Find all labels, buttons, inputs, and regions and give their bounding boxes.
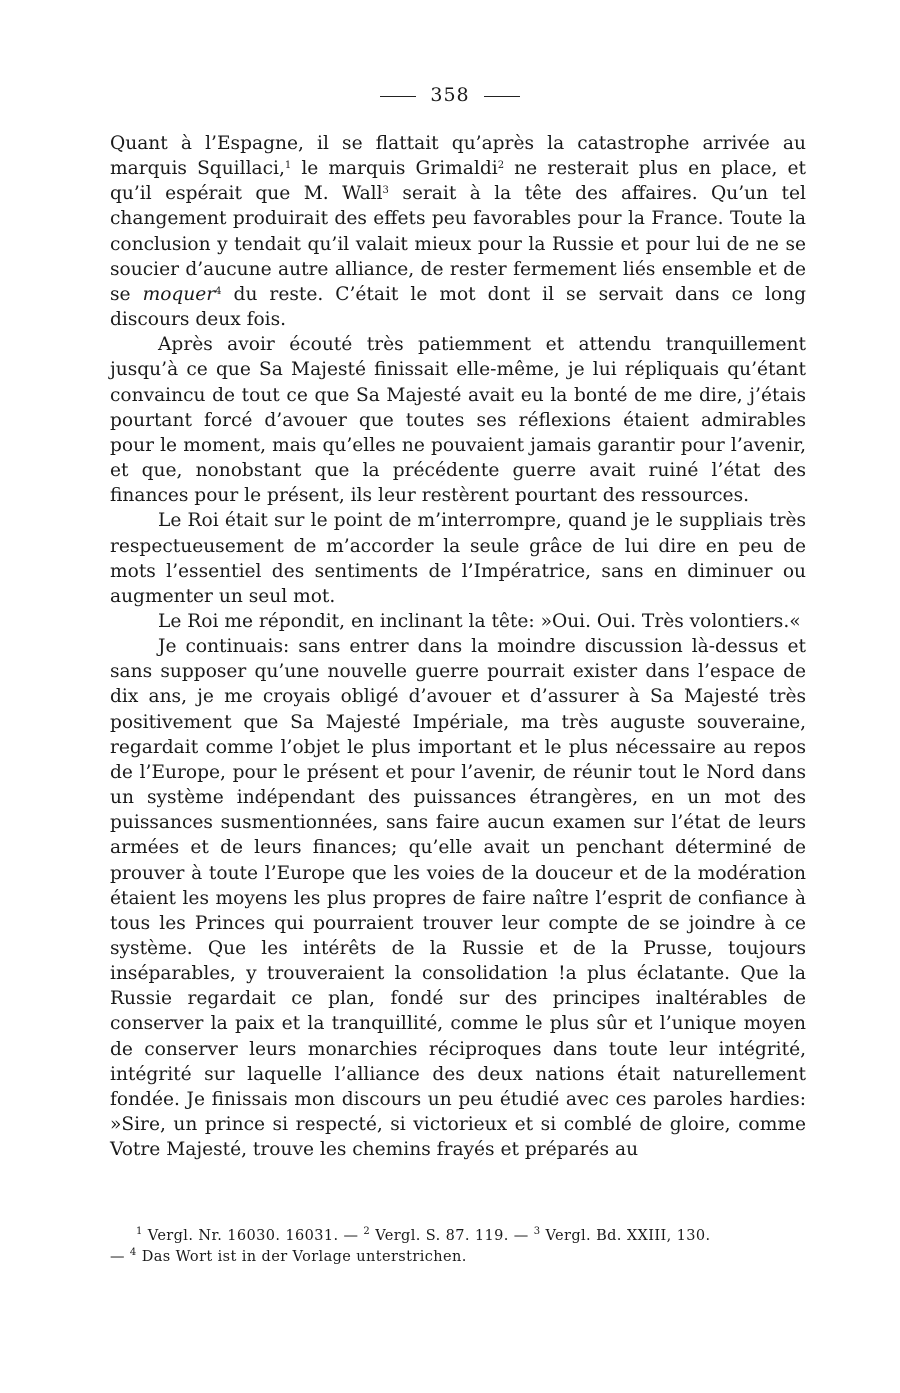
text-run: Le Roi me répondit, en inclinant la tête: »Oui. Oui. Très volontiers.« bbox=[158, 610, 801, 632]
text-run: Après avoir écouté très patiemment et attendu tranquillement jusqu’à ce que Sa Majesté finissait elle-même, je lui répliquais qu’étant convaincu de tout ce que Sa Majesté avait eu la bonté de me dire, j’étais pourtant forcé d’avouer que toutes ses réflexions étaient admirables pour le moment, mais qu’elles ne pouvaient jamais garantir pour l’avenir, et que, nonobstant que la précédente guerre avait ruiné l’état des finances pour le présent, ils leur restèrent pourtant des ressources. bbox=[110, 334, 806, 507]
footnote-marker: 4 bbox=[129, 1247, 137, 1258]
text-run: Quant à l’Espagne, il se flattait qu’après la catastrophe arrivée au marquis Squillaci, bbox=[110, 133, 806, 180]
paragraph bbox=[110, 508, 806, 609]
paragraph bbox=[110, 609, 806, 634]
text-run: Das Wort ist in der Vorlage unterstrichen. bbox=[136, 1249, 467, 1265]
page-header bbox=[0, 84, 900, 106]
text-run: — bbox=[110, 1249, 130, 1265]
footnote-marker: 1 bbox=[136, 1226, 143, 1237]
paragraph bbox=[110, 131, 806, 332]
header-dash-right bbox=[484, 96, 520, 97]
footnote-marker: 4 bbox=[215, 285, 222, 297]
footnote-marker: 3 bbox=[382, 185, 389, 197]
text-run: Vergl. Nr. 16030. 16031. — bbox=[142, 1228, 364, 1244]
text-run: Je continuais: sans entrer dans la moindre discussion là-dessus et sans supposer qu’une nouvelle guerre pourrait exister dans l’espace de dix ans, je me croyais obligé d’avouer et d’assurer à Sa Majesté très positivement que Sa Majesté Impériale, ma très auguste souveraine, regardait comme l’objet le plus important et le plus nécessaire au repos de l’Europe, pour le présent et pour l’avenir, de réunir tout le Nord dans un système indépendant des puissances étrangères, en un mot des puissances susmentionnées, sans faire aucun examen sur l’état de leurs armées et de leurs finances; qu’elle avait un penchant déterminé de prouver à toute l’Europe que les voies de la douceur et de la modération étaient les moyens les plus propres de faire naître l’esprit de confiance à tous les Princes qui pourraient trouver leur compte de se joindre à ce système. Que les intérêts de la Russie et de la Prusse, toujours inséparables, y trouveraient la consolidation !a plus éclatante. Que la Russie regardait ce plan, fondé sur des principes inaltérables de conserver la paix et la tranquillité, comme le plus sûr et l’unique moyen de conserver leurs monarchies réciproques dans toute leur intégrité, intégrité sur laquelle l’alliance des deux nations était naturellement fondée. Je finissais mon discours un peu étudié avec ces paroles hardies: »Sire, un prince si respecté, si victorieux et si comblé de gloire, comme Votre Majesté, trouve les chemins frayés et préparés au bbox=[110, 636, 806, 1161]
footnote-line-1 bbox=[110, 1226, 810, 1247]
paragraph bbox=[110, 634, 806, 1162]
footnote-marker: 3 bbox=[533, 1226, 541, 1237]
text-run: Vergl. S. 87. 119. — bbox=[370, 1228, 534, 1244]
text-run: du reste. C’était le mot dont il se servait dans ce long discours deux fois. bbox=[110, 283, 806, 331]
page-number: 358 bbox=[430, 84, 470, 106]
body-text bbox=[110, 131, 806, 1162]
text-run: Le Roi était sur le point de m’interrompre, quand je le suppliais très respectueusement de m’accorder la seule grâce de lui dire en peu de mots l’essentiel des sentiments de l’Impératrice, sans en diminuer ou augmenter un seul mot. bbox=[110, 510, 806, 607]
footnote-line-2 bbox=[110, 1247, 810, 1268]
footnote-marker: 2 bbox=[497, 160, 505, 172]
text-run: Vergl. Bd. XXIII, 130. bbox=[540, 1228, 711, 1244]
text-run: le marquis Grimaldi bbox=[291, 158, 498, 180]
text-run: serait à la tête des affaires. Qu’un tel changement produirait des effets peu favorables pour la France. Toute la conclusion y tendait qu’il valait mieux pour la Russie et pour lui de ne se soucier d’aucune autre alliance, de rester fermement liés ensemble et de se bbox=[110, 183, 806, 305]
emphasized-word: moquer bbox=[142, 283, 216, 305]
paragraph bbox=[110, 332, 806, 508]
header-dash-left bbox=[380, 96, 416, 97]
footnote-marker: 2 bbox=[363, 1226, 371, 1237]
footnotes bbox=[110, 1226, 810, 1268]
text-run: ne resterait plus en place, et qu’il espérait que M. Wall bbox=[110, 158, 807, 205]
footnote-marker: 1 bbox=[284, 160, 292, 172]
